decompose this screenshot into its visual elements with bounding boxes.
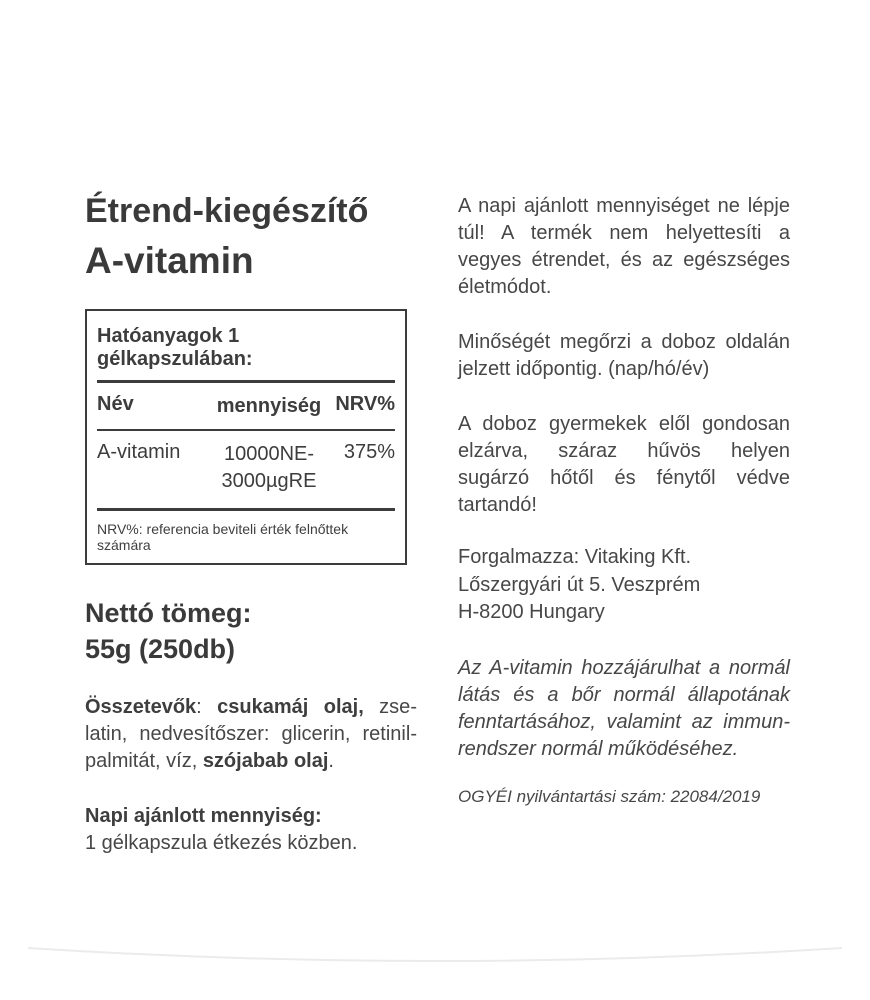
- ingredients-period: .: [328, 750, 334, 772]
- daily-dose-paragraph: [85, 803, 417, 857]
- ingredients-colon: :: [196, 696, 218, 718]
- storage-paragraph: A doboz gyermekek elől gondosan elzárva, száraz hűvös helyen sugárzó hőtől és fénytől védve tartandó!: [458, 413, 790, 516]
- label-diecut-edge: [0, 930, 870, 1000]
- ingredient-amount-cell: [215, 441, 323, 495]
- daily-dose-value: 1 gélkapszula étkezés közben.: [85, 832, 358, 854]
- distributor-block: [458, 544, 790, 627]
- registration-number: OGYÉI nyilvántartási szám: 22084/2019: [458, 786, 761, 806]
- distributor-line-1: Forgalmazza: Vitaking Kft.: [458, 546, 692, 568]
- column-header-amount: mennyiség: [216, 395, 322, 417]
- column-header-nrv: NRV%: [335, 393, 395, 415]
- ingredient-nrv-cell: 375%: [343, 441, 395, 463]
- distributor-line-3: H-8200 Hungary: [458, 601, 605, 623]
- table-title: Hatóanyagok 1 gélkapszulában:: [97, 325, 253, 370]
- distributor-line-2: Lőszergyári út 5. Veszprém: [458, 573, 701, 596]
- column-header-name: Név: [97, 393, 134, 415]
- amount-line-2: 3000µgRE: [221, 470, 317, 492]
- ingredients-paragraph: [85, 694, 417, 775]
- active-ingredients-table: [85, 309, 407, 565]
- quality-paragraph: Minőségét megőrzi a doboz oldalán jelzett időpontig. (nap/hó/év): [458, 331, 790, 380]
- net-weight-label: Nettó tömeg:: [85, 598, 252, 628]
- warning-paragraph: A napi ajánlott mennyiséget ne lépje túl! A termék nem helyettesíti a vegyes étrendet, és az egészséges életmódot.: [458, 195, 790, 298]
- ingredients-label: Összetevők: [85, 696, 197, 718]
- ingredient-allergen-2: szójabab olaj: [202, 750, 329, 772]
- table-header-row: [95, 383, 397, 429]
- category-heading: Étrend-kiegészítő: [85, 192, 369, 230]
- product-name-heading: A-vitamin: [85, 240, 254, 281]
- table-row: [95, 431, 397, 508]
- ingredient-allergen-1: csukamáj olaj,: [217, 696, 364, 718]
- ingredients-middle: zselatin, nedvesítőszer: glicerin, retinilpalmitát, víz,: [85, 696, 417, 772]
- daily-dose-label: Napi ajánlott mennyiség:: [85, 805, 322, 827]
- right-column: [458, 193, 790, 808]
- left-column: [85, 190, 417, 857]
- net-weight-value: 55g (250db): [85, 634, 236, 664]
- table-footnote: NRV%: referencia beviteli érték felnőttek számára: [97, 521, 349, 553]
- amount-line-1: 10000NE-: [223, 443, 315, 465]
- ingredient-name-cell: A-vitamin: [97, 441, 181, 463]
- health-claim-paragraph: Az A-vitamin hozzájárulhat a normál látás és a bőr normál állapotának fenntartásához, valamint az immunrendszer normál működéséhez.: [458, 656, 790, 760]
